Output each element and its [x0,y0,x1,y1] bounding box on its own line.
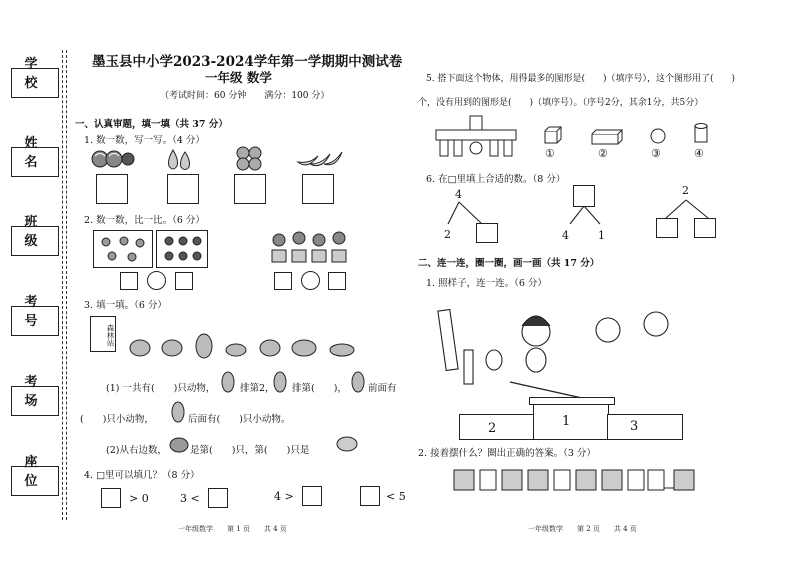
q3-heading: 3. 填一填。（6 分） [84,300,167,311]
tree3-right-box[interactable] [694,218,716,238]
exam-subtitle: 一年级 数学 [205,70,272,85]
podium-third [607,414,683,440]
kangaroo-icon-4 [168,400,188,424]
binding-line-2 [66,50,67,520]
name-label: 姓 名 [24,136,48,170]
q2-heading: 2. 数一数，比一比。（6 分） [84,215,205,226]
sphere-icon [648,126,668,146]
q5-line2: 个，没有用到的图形是( )（填序号）。（序号2分，其余1分，共5分） [418,98,704,108]
footer-right: 一年级数学 第 2 页 共 4 页 [528,525,637,533]
exam-title: 墨玉县中小学2023-2024学年第一学期期中测试卷 [92,54,403,70]
exam-room-label: 考 场 [24,375,48,409]
cuboid-icon [590,128,624,146]
q1-heading: 1. 数一数，写一写。（4 分） [84,135,205,146]
exam-room-field[interactable] [11,386,59,416]
snail-panel [93,230,153,268]
section2-heading: 二、连一连，圈一圈，画一画（共 17 分） [418,258,600,269]
seat-field[interactable] [11,466,59,496]
q1-answer-box-3[interactable] [234,174,266,204]
q5-label-3: ③ [651,147,661,160]
q2-circle-2[interactable] [301,271,320,290]
q4-item-1: > 0 [129,492,149,505]
apple-icon [233,144,268,172]
q4-item-2: 3 < [180,492,200,505]
podium-label-2: 2 [488,421,497,436]
snail-icon [94,231,152,267]
q4-item-4: < 5 [386,490,406,503]
q5-label-1: ① [545,147,555,160]
cartoon-scene-icon [430,290,700,400]
q2-box-3[interactable] [274,272,292,290]
block-structure-icon [432,112,520,160]
q3-line1b: 排第2， [240,383,275,394]
r-q1-heading: 1. 照样子，连一连。（6 分） [426,278,547,289]
watermelon-icon [90,146,135,172]
q4-box-4[interactable] [360,486,380,506]
q3-line1a: (1) 一共有( )只动物， [106,383,216,394]
r-q2-heading: 2. 接着摆什么？圈出正确的答案。（3 分） [418,448,596,459]
q1-answer-box-4[interactable] [302,174,334,204]
tree1-right-box[interactable] [476,223,498,243]
forest-station-sign: 森林站 [90,316,116,352]
tree2-left: 4 [562,229,569,242]
section1-heading: 一、认真审题，填一填（共 37 分） [75,119,228,130]
podium-label-1: 1 [562,414,571,429]
q6-heading: 6. 在□里填上合适的数。（8 分） [426,174,566,185]
seat-label: 座 位 [24,455,48,489]
q1-answer-box-1[interactable] [96,174,128,204]
q4-box-3[interactable] [302,486,322,506]
kangaroo-icon [218,370,238,394]
kangaroo-icon-3 [348,370,368,394]
ostrich-icon [334,432,360,454]
tree1-top: 4 [455,188,462,201]
banana-icon [296,146,344,170]
ladybug-icon [157,231,207,267]
school-field[interactable] [11,68,59,98]
flower-pots-icon [268,222,353,266]
exam-info: （考试时间：60 分钟 满分：100 分） [160,91,330,101]
q5-line1: 5. 搭下面这个物体，用得最多的图形是( )（填序号），这个图形用了( ) [426,74,735,84]
q4-box-1[interactable] [101,488,121,508]
q1-answer-box-2[interactable] [167,174,199,204]
q2-box-1[interactable] [120,272,138,290]
q4-item-3: 4 > [274,490,294,503]
q5-label-2: ② [598,147,608,160]
q2-circle-1[interactable] [147,271,166,290]
tree2-right: 1 [598,229,605,242]
podium-label-3: 3 [630,419,639,434]
animal-row-icon [124,328,358,362]
pattern-row-icon [452,464,722,494]
q3-line3a: (2)从右边数， [106,445,167,456]
q3-line1c: 排第( )， [292,383,347,394]
q3-line3b: 是第( )只，第( )只是 [190,445,310,456]
q3-line1d: 前面有 [368,383,397,394]
q4-box-2[interactable] [208,488,228,508]
ladybug-panel [156,230,208,268]
class-label: 班 级 [24,215,48,249]
q3-line2a: ( )只小动物， [80,414,154,425]
class-field[interactable] [11,226,59,256]
exam-number-field[interactable] [11,306,59,336]
tree1-left: 2 [444,228,451,241]
kangaroo-icon-2 [270,370,290,394]
tree3-left-box[interactable] [656,218,678,238]
binding-line [62,50,63,520]
cube-icon [542,124,562,146]
pear-icon [163,146,198,172]
tree2-top-box[interactable] [573,185,595,207]
name-field[interactable] [11,147,59,177]
tiger-icon [168,434,190,454]
q2-box-2[interactable] [175,272,193,290]
cylinder-icon [692,122,710,146]
school-label: 学 校 [24,57,48,91]
footer-left: 一年级数学 第 1 页 共 4 页 [178,525,287,533]
q5-label-4: ④ [694,147,704,160]
podium-second [459,414,535,440]
tree3-top: 2 [682,184,689,197]
q4-heading: 4. □里可以填几？（8 分） [84,470,200,481]
q3-line2b: 后面有( )只小动物。 [188,414,291,425]
exam-number-label: 考 号 [24,295,48,329]
q2-box-4[interactable] [328,272,346,290]
podium-top-rim [529,397,615,405]
